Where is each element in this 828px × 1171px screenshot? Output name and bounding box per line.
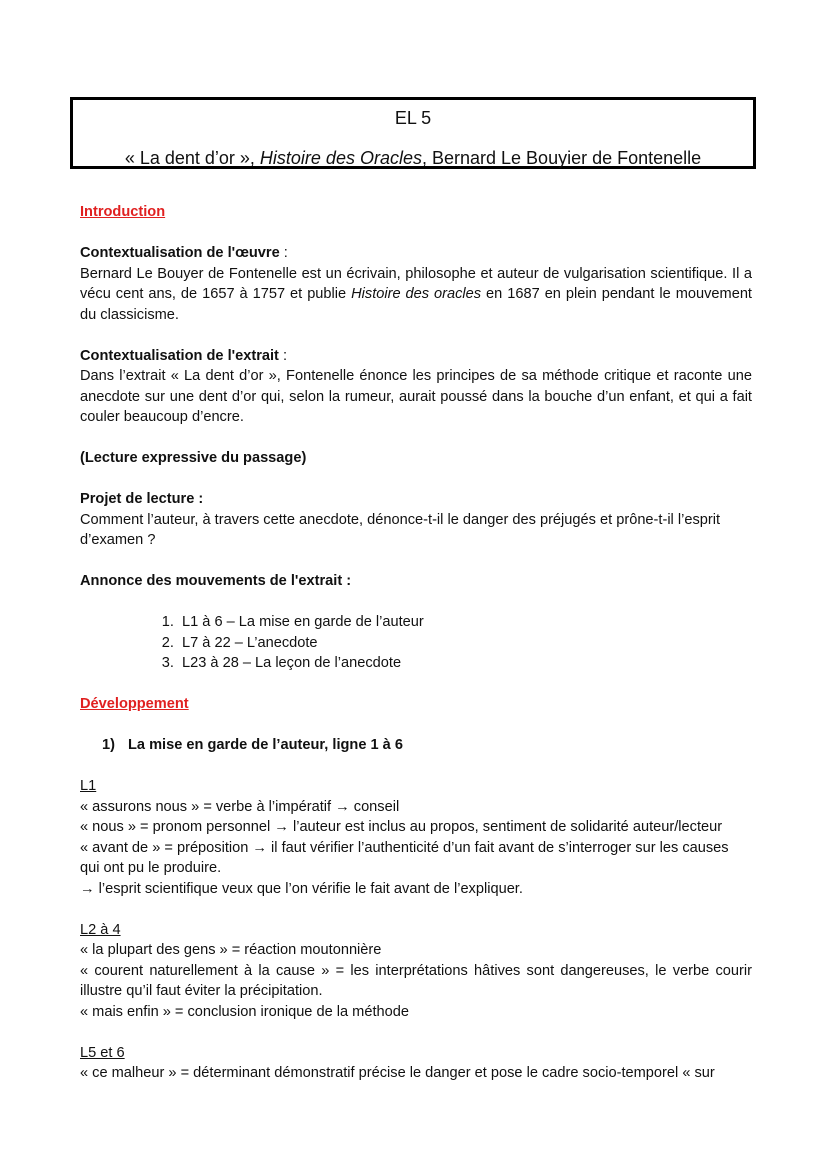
analysis-line: « assurons nous » = verbe à l’impératif → conseil — [80, 798, 400, 815]
label-separator: : — [279, 245, 288, 261]
label-separator: : — [278, 347, 288, 364]
movement-item: 1. L1 à 6 – La mise en garde de l’auteur — [178, 612, 752, 633]
context-extract-text: Dans l’extrait « La dent d’or », Fontenelle énonce les principes de sa méthode critique et raconte une anecdote sur une dent d’or qui, selon la rumeur, aurait poussé dans la bouche d’un enfant, et qui a fait couler beaucoup d’encre. — [80, 368, 752, 425]
lesson-number: EL 5 — [394, 108, 432, 128]
title-box — [70, 97, 756, 169]
context-extract-label: Contextualisation de l'extrait — [80, 347, 279, 364]
analysis-line: « courent naturellement à la cause » = les interprétations hâtives sont dangereuses, le verbe courir illustre qu’il faut éviter la précipitation. — [80, 962, 752, 999]
analysis-line: « la plupart des gens » = réaction moutonnière — [80, 942, 382, 958]
context-work-label-line — [80, 243, 752, 264]
movements-list — [80, 612, 752, 674]
analysis-line: « avant de » = préposition → il faut vérifier l’authenticité d’un fait avant de s’interroger sur les causes qui ont pu le produire. — [80, 839, 729, 876]
analysis-line: « nous » = pronom personnel → l’auteur est inclus au propos, sentiment de solidarité auteur/lecteur — [80, 819, 723, 835]
document-title — [73, 146, 753, 170]
development-heading: Développement — [80, 696, 189, 712]
introduction-heading: Introduction — [80, 204, 166, 220]
movements-label: Annonce des mouvements de l'extrait : — [80, 573, 352, 589]
movement-item: 3. L23 à 28 – La leçon de l’anecdote — [178, 653, 752, 674]
line-ref-l2-4: L2 à 4 — [80, 921, 121, 938]
context-work-text — [80, 264, 752, 326]
line-ref-l1: L1 — [80, 778, 97, 794]
reading-project-label: Projet de lecture : — [80, 491, 204, 507]
document-body — [80, 202, 752, 1084]
analysis-line: « ce malheur » = déterminant démonstratif précise le danger et pose le cadre socio-temporel « sur — [80, 1065, 715, 1081]
expressive-reading-note: (Lecture expressive du passage) — [80, 450, 307, 466]
section-1-title — [80, 735, 752, 756]
title-prefix: « La dent d’or », — [124, 148, 260, 168]
analysis-line: « mais enfin » = conclusion ironique de la méthode — [80, 1003, 409, 1020]
section-title-text: La mise en garde de l’auteur, ligne 1 à 6 — [128, 737, 403, 753]
context-extract-label-line — [80, 346, 752, 367]
analysis-line: → l’esprit scientifique veux que l’on vérifie le fait avant de l’expliquer. — [80, 880, 523, 897]
movement-item: 2. L7 à 22 – L’anecdote — [178, 633, 752, 654]
context-work-label: Contextualisation de l'œuvre — [80, 245, 280, 261]
section-number: 1) — [102, 737, 115, 753]
line-ref-l5-6: L5 et 6 — [80, 1044, 125, 1061]
context-work-work-title: Histoire des oracles — [351, 286, 482, 302]
context-work-text-part1: Bernard Le Bouyer de Fontenelle est un écrivain, philosophe et auteur de vulgarisation scientifique. Il a vécu cent ans, de 1657 à 1757 et publie — [80, 265, 752, 302]
title-author: , Bernard Le Bouyier de Fontenelle — [421, 148, 702, 168]
reading-project-text: Comment l’auteur, à travers cette anecdote, dénonce-t-il le danger des préjugés et prône-t-il l’esprit d’examen ? — [80, 511, 721, 548]
context-work-text-part2: en 1687 en plein pendant le mouvement du classicisme. — [80, 286, 752, 323]
title-work: Histoire des Oracles — [259, 148, 422, 168]
